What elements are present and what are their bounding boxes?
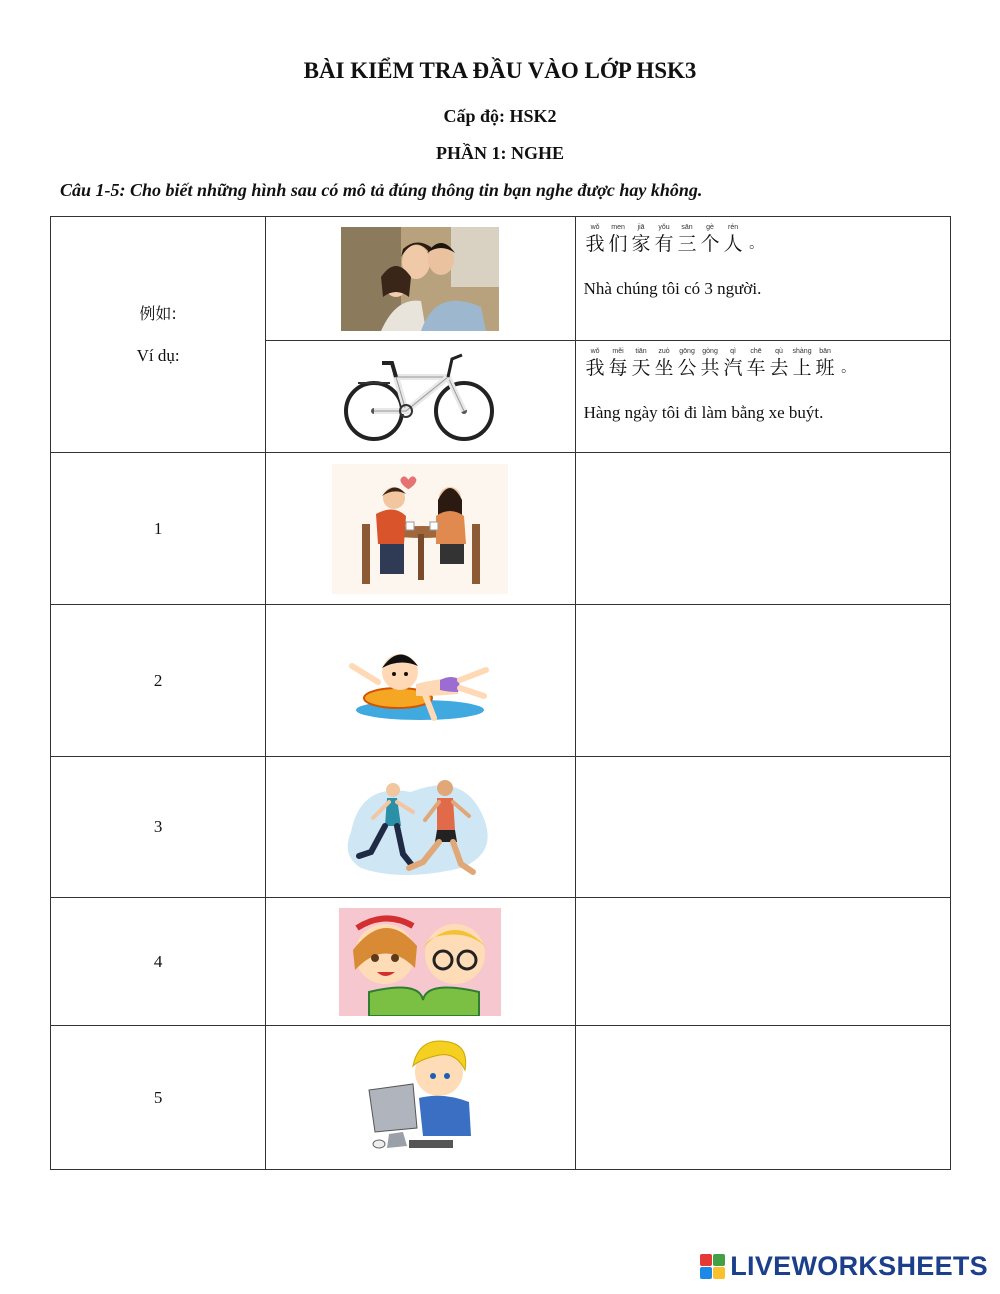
pinyin-text: zuò [658, 348, 670, 355]
hanzi-char: 个 [700, 233, 720, 255]
pinyin-text: gōng [679, 348, 695, 355]
hanzi-with-pinyin [630, 347, 653, 379]
pinyin-text: yǒu [658, 224, 670, 231]
hanzi-with-pinyin [699, 223, 722, 255]
hanzi-char: 坐 [654, 357, 674, 379]
question-row-4 [51, 898, 951, 1026]
hanzi-char: 我 [585, 357, 605, 379]
question-number: 4 [51, 898, 266, 1026]
hanzi-char: 我 [585, 233, 605, 255]
hanzi-with-pinyin [768, 347, 791, 379]
pinyin-text: měi [612, 348, 624, 355]
hanzi-char: 公 [677, 357, 697, 379]
people-running-image [341, 772, 499, 882]
hanzi-with-pinyin [607, 223, 630, 255]
couple-cafe-image [332, 464, 508, 594]
sentence-end-punct: 。 [749, 236, 764, 252]
level-subtitle: Cấp độ: HSK2 [443, 106, 557, 126]
question-image-cell [266, 605, 575, 757]
sentence-end-punct: 。 [841, 360, 856, 376]
hanzi-char: 有 [654, 233, 674, 255]
logo-square [713, 1267, 725, 1279]
hanzi-with-pinyin [814, 347, 837, 379]
example-sentence-2 [584, 347, 950, 379]
hanzi-with-pinyin [584, 347, 607, 379]
example-text-cell-2 [575, 341, 950, 453]
logo-square [700, 1267, 712, 1279]
hanzi-char: 们 [608, 233, 628, 255]
question-image-cell [266, 757, 575, 898]
question-number: 1 [51, 453, 266, 605]
hanzi-char: 班 [815, 357, 835, 379]
hanzi-with-pinyin [745, 347, 768, 379]
example-translation-2: Hàng ngày tôi đi làm bằng xe buýt. [583, 403, 824, 422]
hanzi-with-pinyin [584, 223, 607, 255]
pinyin-text: men [611, 224, 625, 231]
pinyin-text: chē [750, 348, 762, 355]
hanzi-char: 上 [792, 357, 812, 379]
example-text-cell-1 [575, 217, 950, 341]
example-image-cell-1 [266, 217, 575, 341]
hanzi-char: 共 [700, 357, 720, 379]
example-sentence-1 [584, 223, 950, 255]
example-label-cell [51, 217, 266, 453]
question-image-cell [266, 898, 575, 1026]
question-row-2 [51, 605, 951, 757]
family-photo-image [341, 227, 499, 331]
question-row-3 [51, 757, 951, 898]
question-image-cell [266, 1026, 575, 1170]
question-image-cell [266, 453, 575, 605]
hanzi-char: 三 [677, 233, 697, 255]
hanzi-char: 每 [608, 357, 628, 379]
question-number: 3 [51, 757, 266, 898]
pinyin-text: gè [706, 224, 714, 231]
hanzi-with-pinyin [699, 347, 722, 379]
hanzi-with-pinyin [676, 347, 699, 379]
hanzi-with-pinyin [607, 347, 630, 379]
example-label-zh: 例如: [139, 303, 177, 323]
hanzi-with-pinyin [676, 223, 699, 255]
hanzi-with-pinyin [653, 223, 676, 255]
answer-cell [575, 757, 950, 898]
worksheet-table [50, 216, 951, 1170]
hanzi-char: 天 [631, 357, 651, 379]
hanzi-char: 家 [631, 233, 651, 255]
logo-square [700, 1254, 712, 1266]
pinyin-text: rén [728, 224, 739, 231]
pinyin-text: qù [775, 348, 783, 355]
pinyin-text: shàng [792, 348, 812, 355]
answer-cell [575, 453, 950, 605]
part-heading: PHẦN 1: NGHE [436, 143, 564, 163]
page-title: BÀI KIỂM TRA ĐẦU VÀO LỚP HSK3 [303, 58, 697, 83]
question-row-1 [51, 453, 951, 605]
boy-computer-image [359, 1036, 481, 1160]
bicycle-image [344, 349, 496, 445]
hanzi-with-pinyin [722, 347, 745, 379]
answer-cell [575, 898, 950, 1026]
instruction-text: Câu 1-5: Cho biết những hình sau có mô tả đúng thông tin bạn nghe được hay không. [60, 180, 703, 200]
logo-text: LIVEWORKSHEETS [730, 1251, 988, 1281]
hanzi-with-pinyin [791, 347, 814, 379]
hanzi-with-pinyin [722, 223, 745, 255]
question-row-5 [51, 1026, 951, 1170]
pinyin-text: wǒ [590, 224, 600, 231]
pinyin-text: bān [819, 348, 831, 355]
hanzi-with-pinyin [630, 223, 653, 255]
pinyin-text: tiān [635, 348, 647, 355]
hanzi-char: 去 [769, 357, 789, 379]
hanzi-char: 人 [723, 233, 743, 255]
pinyin-text: sān [681, 224, 693, 231]
hanzi-with-pinyin [653, 347, 676, 379]
logo-icon [700, 1254, 726, 1280]
hanzi-char: 汽 [723, 357, 743, 379]
logo-square [713, 1254, 725, 1266]
answer-cell [575, 1026, 950, 1170]
question-number: 2 [51, 605, 266, 757]
pinyin-text: qì [730, 348, 736, 355]
liveworksheets-logo [700, 1251, 988, 1282]
kids-reading-image [339, 908, 501, 1016]
example-row-1 [51, 217, 951, 341]
answer-cell [575, 605, 950, 757]
pinyin-text: jiā [637, 224, 645, 231]
question-number: 5 [51, 1026, 266, 1170]
example-translation-1: Nhà chúng tôi có 3 người. [583, 279, 762, 298]
boy-swimming-image [348, 636, 492, 726]
pinyin-text: gòng [702, 348, 718, 355]
example-label-vi: Ví dụ: [136, 345, 180, 365]
example-image-cell-2 [266, 341, 575, 453]
pinyin-text: wǒ [590, 348, 600, 355]
hanzi-char: 车 [746, 357, 766, 379]
